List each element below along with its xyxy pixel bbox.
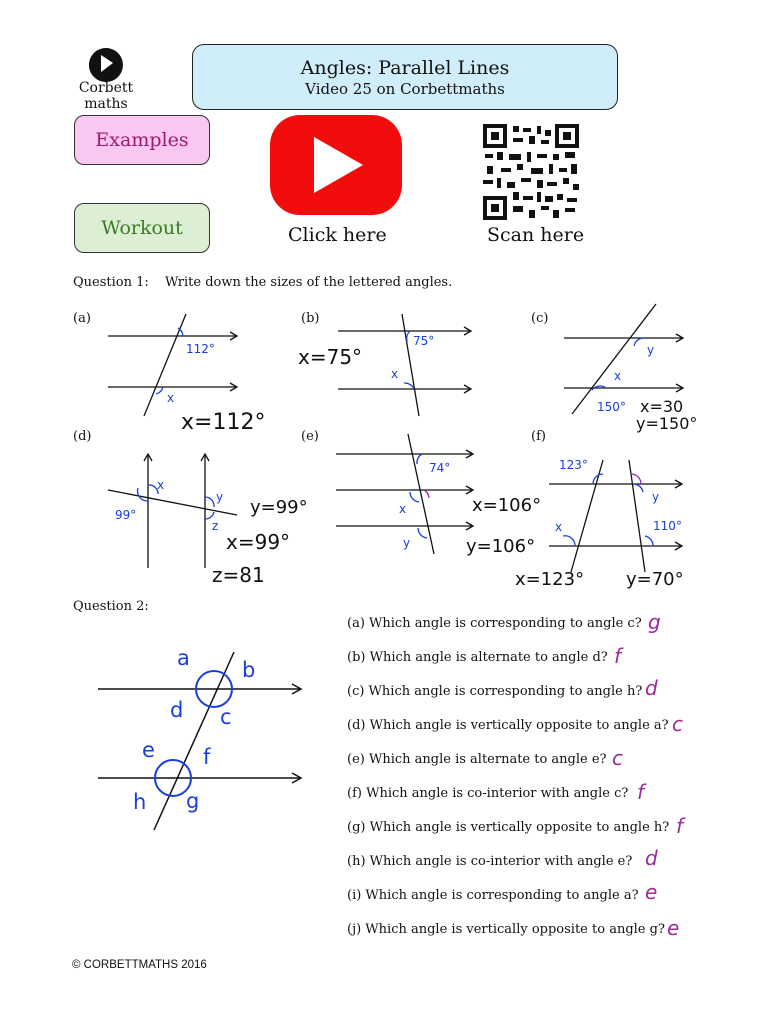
q1d-unknown-z: z — [212, 519, 219, 533]
q1d-answer-y: y=99° — [250, 497, 308, 518]
q1e-unknown-x: x — [399, 502, 407, 516]
q2-letter-a: a — [177, 646, 190, 670]
diagram-a — [100, 310, 250, 420]
q1-part-e-label: (e) — [301, 429, 319, 444]
q1f-given-110: 110° — [653, 519, 682, 533]
diagram-q2 — [96, 648, 316, 838]
q2-item-j: (j) Which angle is vertically opposite to angle g? — [347, 922, 665, 937]
q2-letter-d: d — [170, 698, 184, 722]
q1c-unknown-x: x — [614, 369, 622, 383]
q1f-answer-x: x=123° — [515, 569, 585, 590]
q1f-unknown-y: y — [652, 490, 660, 504]
q2-answer-j: e — [667, 916, 680, 940]
q2-answer-a: g — [648, 610, 661, 634]
q1d-unknown-y: y — [216, 490, 224, 504]
q1a-unknown-x: x — [167, 391, 175, 405]
q2-letter-c: c — [220, 705, 232, 729]
q2-answer-d: c — [672, 712, 683, 736]
q1b-unknown-x: x — [391, 367, 399, 381]
page-title: Angles: Parallel Lines — [300, 57, 510, 79]
q1-part-d-label: (d) — [73, 429, 92, 444]
workout-button[interactable]: Workout — [74, 203, 210, 253]
q1e-unknown-y: y — [403, 536, 411, 550]
q2-answer-f: f — [637, 780, 645, 804]
q2-item-i: (i) Which angle is corresponding to angle a? — [347, 888, 639, 903]
q1-part-b-label: (b) — [301, 311, 320, 326]
q1d-given-99: 99° — [115, 508, 137, 522]
video-link[interactable] — [270, 115, 402, 215]
q1c-unknown-y: y — [647, 343, 655, 357]
q2-item-a: (a) Which angle is corresponding to angle c? — [347, 616, 642, 631]
q2-item-e: (e) Which angle is alternate to angle e? — [347, 752, 607, 767]
q1b-answer: x=75° — [298, 345, 363, 369]
q2-letter-g: g — [186, 789, 200, 813]
q1e-answer-x: x=106° — [472, 495, 542, 516]
q2-item-h: (h) Which angle is co-interior with angle e? — [347, 854, 633, 869]
q2-answer-i: e — [645, 880, 658, 904]
qr-label[interactable]: Scan here — [487, 224, 585, 246]
q2-answer-h: d — [645, 846, 658, 870]
diagram-c — [558, 300, 708, 410]
q1f-answer-y: y=70° — [626, 569, 684, 590]
question1-label: Question 1: — [73, 275, 149, 290]
video-label[interactable]: Click here — [288, 224, 387, 246]
q2-item-c: (c) Which angle is corresponding to angle h? — [347, 684, 643, 699]
q2-answer-b: f — [614, 644, 622, 668]
q1f-given-123: 123° — [559, 458, 588, 472]
q1b-given-75: 75° — [413, 334, 435, 348]
title-box — [192, 44, 618, 110]
q1d-answer-z: z=81 — [212, 563, 265, 587]
q1f-unknown-x: x — [555, 520, 563, 534]
logo-text-line2: maths — [84, 96, 128, 112]
q2-item-g: (g) Which angle is vertically opposite to angle h? — [347, 820, 670, 835]
q2-letter-h: h — [133, 790, 147, 814]
q2-answer-g: f — [676, 814, 684, 838]
q1a-answer: x=112° — [181, 410, 266, 435]
q1d-answer-x: x=99° — [226, 530, 291, 554]
q2-item-d: (d) Which angle is vertically opposite to angle a? — [347, 718, 669, 733]
q1c-answer-x: x=30 — [640, 397, 684, 416]
q2-item-f: (f) Which angle is co-interior with angle c? — [347, 786, 629, 801]
q1-part-c-label: (c) — [531, 311, 549, 326]
q2-item-b: (b) Which angle is alternate to angle d? — [347, 650, 608, 665]
question1-prompt: Write down the sizes of the lettered angles. — [165, 275, 453, 290]
q1c-given-150: 150° — [597, 400, 626, 414]
q1-part-a-label: (a) — [73, 311, 91, 326]
footer-copyright: © CORBETTMATHS 2016 — [72, 959, 207, 971]
q2-letter-f: f — [203, 745, 211, 769]
q2-answer-e: c — [612, 746, 623, 770]
q1-part-f-label: (f) — [531, 429, 546, 444]
q1e-given-74: 74° — [429, 461, 451, 475]
corbettmaths-logo — [76, 46, 136, 112]
q2-answer-c: d — [645, 676, 658, 700]
youtube-play-icon[interactable] — [270, 115, 402, 215]
q1e-answer-y: y=106° — [466, 536, 536, 557]
q2-letter-b: b — [242, 658, 256, 682]
logo-mark-icon — [86, 46, 126, 80]
q1a-given-112: 112° — [186, 342, 215, 356]
q1c-answer-y: y=150° — [636, 414, 698, 433]
q2-letter-e: e — [142, 738, 155, 762]
qr-code-icon[interactable] — [483, 124, 579, 220]
examples-button[interactable]: Examples — [74, 115, 210, 165]
question2-label: Question 2: — [73, 599, 149, 614]
logo-text-line1: Corbett — [78, 80, 134, 96]
q1d-unknown-x: x — [157, 478, 165, 492]
page-subtitle: Video 25 on Corbettmaths — [305, 80, 505, 98]
